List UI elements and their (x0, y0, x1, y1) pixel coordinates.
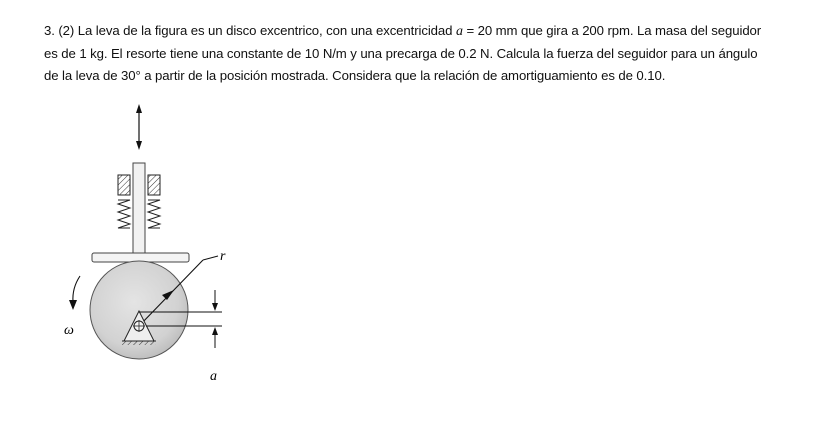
right-spring (148, 200, 160, 228)
omega-label: ω (64, 323, 74, 338)
radius-label: r (220, 249, 226, 264)
eccentricity-label: a (210, 369, 217, 384)
right-guide (148, 175, 160, 195)
problem-line-3: de la leva de 30° a partir de la posición mostrada. Considera que la relación de amortiguamiento es de 0.10. (44, 68, 666, 83)
dimension-arrow-down (212, 303, 218, 311)
rotation-arrow (69, 276, 80, 310)
problem-number: 3. (2) (44, 23, 75, 38)
cam-follower-figure (50, 100, 250, 390)
left-guide (118, 175, 130, 195)
eccentricity-variable: a (455, 24, 463, 39)
problem-text-part-1: La leva de la figura es un disco excentrico, con una excentricidad (77, 23, 453, 38)
left-spring (118, 200, 130, 228)
problem-line-2: es de 1 kg. El resorte tiene una constante de 10 N/m y una precarga de 0.2 N. Calcula la fuerza del seguidor para un ángulo (44, 46, 758, 61)
follower-stem (133, 163, 145, 253)
follower-motion-arrow (136, 104, 142, 150)
problem-text-part-2: = 20 mm que gira a 200 rpm. La masa del seguidor (466, 23, 762, 38)
problem-statement (44, 20, 804, 87)
dimension-arrow-up (212, 327, 218, 335)
